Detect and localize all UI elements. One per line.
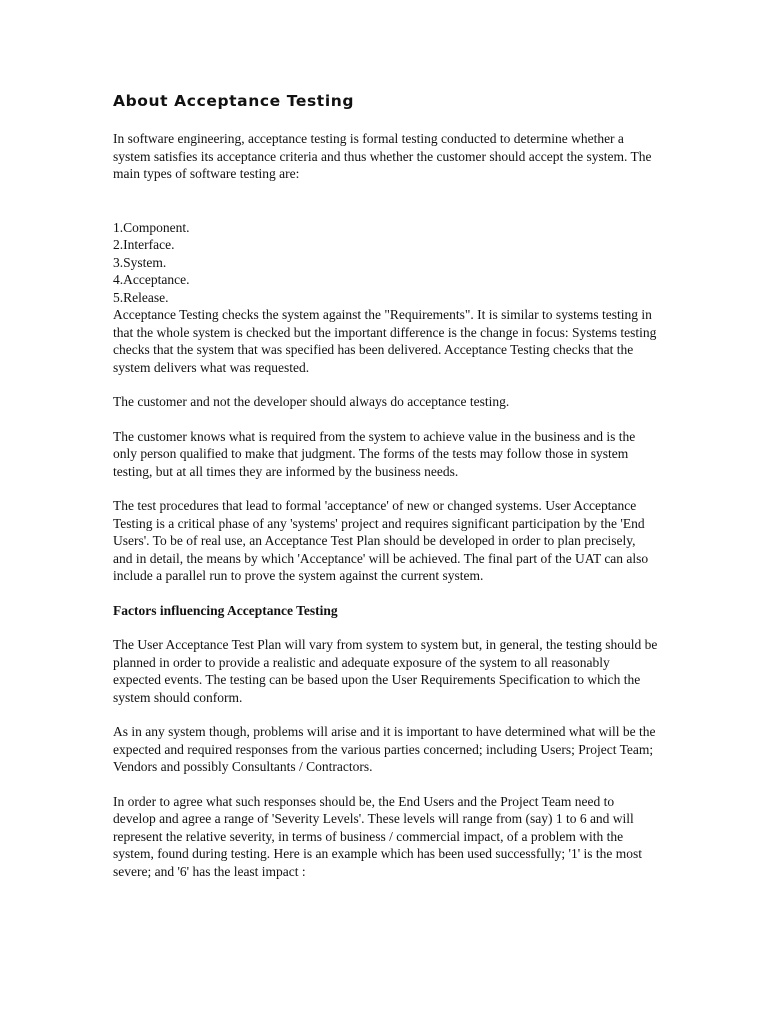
paragraph-customer: The customer and not the developer should always do acceptance testing. (113, 394, 510, 409)
paragraph-customer-knows: The customer knows what is required from the system to achieve value in the business and is the only person qualified to make that judgment. The forms of the tests may follow those in system testing, but at all times they are informed by the business needs. (113, 428, 636, 479)
list-item: 1.Component. (113, 219, 190, 235)
list-item: 5.Release. (113, 289, 169, 305)
paragraph-test-procedures: The test procedures that lead to formal 'acceptance' of new or changed systems. User Acceptance Testing is a critical phase of any 'systems' project and requires significant participation by the 'End Users'. To be of real use, an Acceptance Test Plan should be developed in order to plan precisely, and in detail, the means by which 'Acceptance' will be achieved. The final part of the UAT can also include a parallel run to prove the system against the current system. (113, 498, 649, 583)
section-heading: Factors influencing Acceptance Testing (113, 602, 338, 618)
paragraph-requirements: Acceptance Testing checks the system against the "Requirements". It is similar to systems testing in that the whole system is checked but the important difference is the change in focus: Systems testing checks that the system that was specified has been delivered. Acceptance Testing checks that the system delivers what was requested. (113, 307, 657, 375)
testing-types-list (113, 219, 658, 307)
list-item: 2.Interface. (113, 237, 175, 252)
list-item: 3.System. (113, 254, 167, 270)
paragraph-severity-levels: In order to agree what such responses should be, the End Users and the Project Team need to develop and agree a range of 'Severity Levels'. These levels will range from (say) 1 to 6 and will represent the relative severity, in terms of business / commercial impact, of a problem with the system, found during testing. Here is an example which has been used successfully; '1' is the most severe; and '6' has the least impact : (113, 793, 643, 879)
intro-paragraph: In software engineering, acceptance testing is formal testing conducted to determine whether a system satisfies its acceptance criteria and thus whether the customer should accept the system. The main types of software testing are: (113, 131, 652, 181)
list-item: 4.Acceptance. (113, 272, 190, 287)
paragraph-test-plan: The User Acceptance Test Plan will vary from system to system but, in general, the testing should be planned in order to provide a realistic and adequate exposure of the system to all reasonably expected events. The testing can be based upon the User Requirements Specification to which the system should conform. (113, 637, 658, 705)
document-body (113, 90, 658, 897)
document-title: About Acceptance Testing (113, 92, 355, 110)
paragraph-problems: As in any system though, problems will arise and it is important to have determined what will be the expected and required responses from the various parties concerned; including Users; Project Team; Vendors and possibly Consultants / Contractors. (113, 724, 656, 774)
